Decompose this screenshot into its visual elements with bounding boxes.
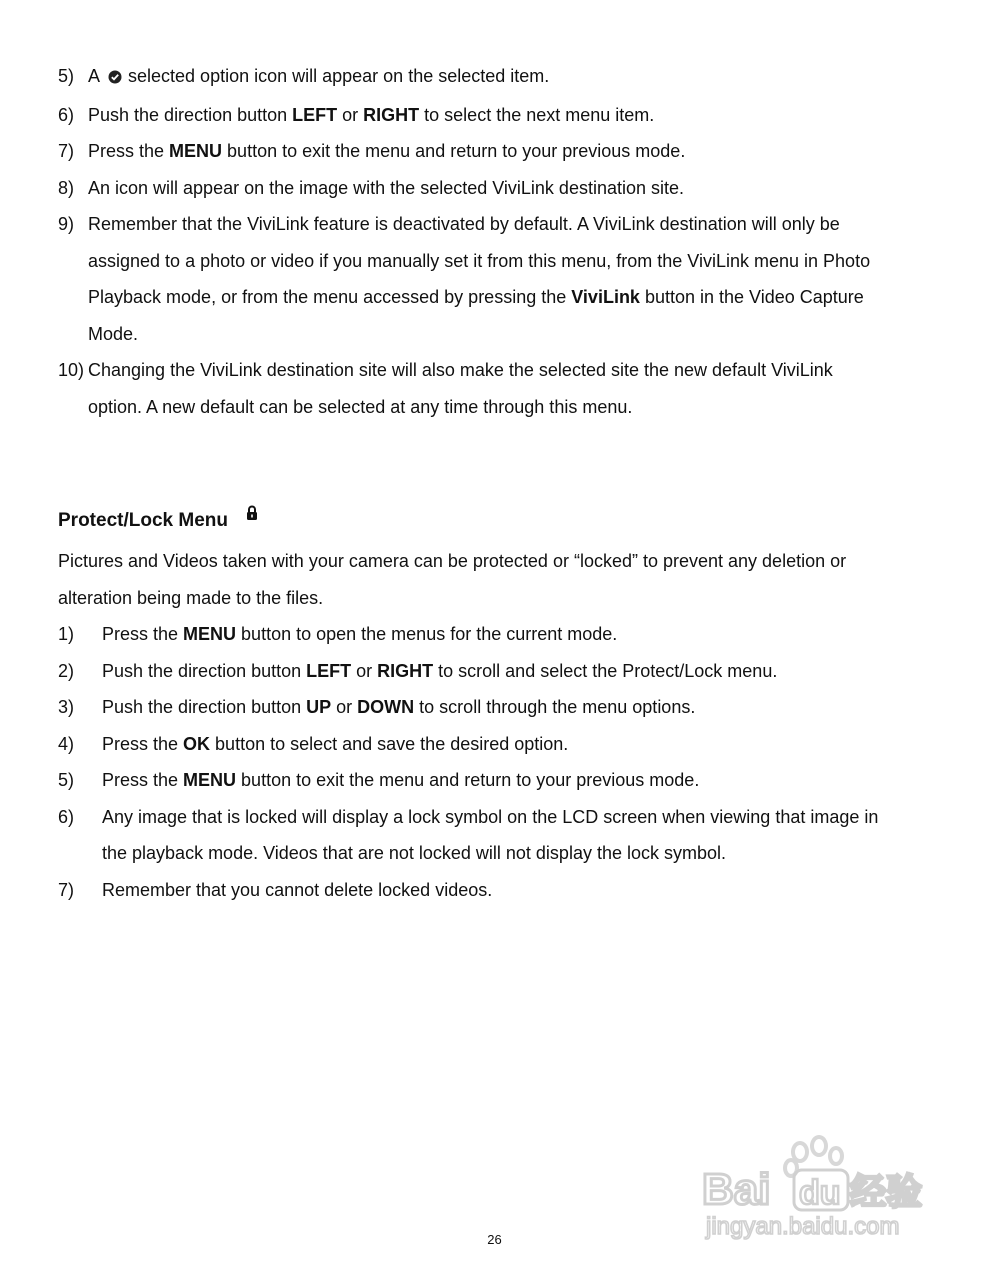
- emphasis-text: ViviLink: [571, 287, 640, 307]
- list-item-line: [88, 133, 938, 170]
- list-item-line: [102, 616, 938, 653]
- emphasis-text: DOWN: [357, 697, 415, 717]
- svg-text:经验: 经验: [850, 1171, 923, 1212]
- text-segment: or: [337, 104, 364, 125]
- text-segment: to select the next menu item.: [419, 104, 655, 125]
- list-item-number: 4): [58, 733, 75, 754]
- text-segment: Remember that you cannot delete locked videos.: [102, 879, 493, 900]
- list-item: [58, 799, 938, 872]
- list-item: [58, 653, 938, 690]
- list-item-line: [88, 58, 938, 97]
- text-segment: to scroll and select the Protect/Lock menu.: [433, 660, 778, 681]
- list-item-line: [88, 279, 938, 316]
- baidu-watermark-logo: [696, 1128, 936, 1253]
- list-item-line: [102, 835, 938, 872]
- text-segment: button in the Video Capture: [639, 287, 864, 307]
- text-segment: assigned to a photo or video if you manually set it from this menu, from the ViviLink menu in Photo: [88, 250, 871, 271]
- svg-text:Bai: Bai: [702, 1165, 771, 1214]
- text-segment: button to select and save the desired option.: [210, 733, 569, 754]
- text-segment: or: [331, 697, 358, 717]
- list-item: [58, 726, 938, 763]
- text-segment: to scroll through the menu options.: [414, 697, 696, 717]
- heading-text: Protect/Lock Menu: [58, 510, 228, 531]
- svg-text:du: du: [799, 1174, 841, 1212]
- emphasis-text: RIGHT: [363, 104, 420, 125]
- list-item-line: [88, 206, 938, 243]
- emphasis-text: UP: [306, 697, 332, 717]
- text-segment: Remember that the ViviLink feature is deactivated by default. A ViviLink destination will only be: [88, 214, 840, 234]
- list-item-line: [88, 243, 938, 280]
- text-segment: Push the direction button: [88, 104, 293, 125]
- intro-line: Pictures and Videos taken with your camera can be protected or “locked” to prevent any deletion or: [58, 551, 847, 571]
- text-segment: Press the: [88, 141, 170, 161]
- list-item-number: 5): [58, 770, 75, 790]
- text-segment: Mode.: [88, 323, 139, 344]
- page-number: 26: [487, 1232, 502, 1247]
- list-item-number: 1): [58, 624, 75, 644]
- text-segment: Changing the ViviLink destination site will also make the selected site the new default ViviLink: [88, 360, 833, 380]
- text-segment: Press the: [102, 624, 184, 644]
- intro-line: alteration being made to the files.: [58, 587, 324, 608]
- list-item: [58, 170, 938, 207]
- list-item-line: [88, 97, 938, 134]
- list-item-number: 7): [58, 879, 75, 900]
- lock-icon: [246, 500, 258, 532]
- list-item-number: 7): [58, 141, 75, 161]
- text-segment: selected option icon will appear on the selected item.: [128, 66, 550, 86]
- list-item-number: 3): [58, 697, 75, 717]
- list-item: [58, 616, 938, 653]
- text-segment: button to exit the menu and return to your previous mode.: [222, 141, 686, 161]
- section-heading: [58, 505, 258, 537]
- text-segment: option. A new default can be selected at any time through this menu.: [88, 396, 633, 417]
- list-item: [58, 689, 938, 726]
- list-item-number: 2): [58, 660, 75, 681]
- list-item: [58, 58, 938, 97]
- list-item-line: [102, 799, 938, 836]
- text-segment: button to open the menus for the current mode.: [236, 624, 618, 644]
- text-segment: Push the direction button: [102, 660, 307, 681]
- list-item: [58, 762, 938, 799]
- list-item: [58, 97, 938, 134]
- list-item: [58, 133, 938, 170]
- text-segment: Playback mode, or from the menu accessed by pressing the: [88, 287, 572, 307]
- text-segment: Push the direction button: [102, 697, 307, 717]
- emphasis-text: MENU: [169, 141, 223, 161]
- text-segment: An icon will appear on the image with the selected ViviLink destination site.: [88, 177, 685, 198]
- text-segment: Press the: [102, 733, 184, 754]
- list-item-line: [102, 872, 938, 909]
- instruction-list-protect: [58, 616, 938, 908]
- svg-text:jingyan.baidu.com: jingyan.baidu.com: [706, 1213, 900, 1240]
- list-item-line: [102, 689, 938, 726]
- text-segment: A: [88, 66, 101, 86]
- list-item: [58, 872, 938, 909]
- emphasis-text: MENU: [183, 624, 237, 644]
- list-item-line: [102, 762, 938, 799]
- list-item-line: [102, 726, 938, 763]
- emphasis-text: OK: [183, 733, 211, 754]
- text-segment: the playback mode. Videos that are not locked will not display the lock symbol.: [102, 843, 727, 863]
- emphasis-text: LEFT: [292, 104, 338, 125]
- text-segment: button to exit the menu and return to your previous mode.: [236, 770, 700, 790]
- list-item-line: [88, 389, 938, 426]
- list-item-number: 9): [58, 214, 75, 234]
- text-segment: Any image that is locked will display a lock symbol on the LCD screen when viewing that image in: [102, 806, 879, 827]
- list-item-line: [88, 170, 938, 207]
- list-item-line: [102, 653, 938, 690]
- instruction-list-vivilink: [58, 58, 938, 425]
- emphasis-text: RIGHT: [377, 660, 434, 681]
- list-item: [58, 352, 938, 425]
- list-item-number: 8): [58, 177, 75, 198]
- intro-paragraph: [58, 543, 846, 616]
- emphasis-text: LEFT: [306, 660, 352, 681]
- text-segment: Press the: [102, 770, 184, 790]
- text-segment: or: [351, 660, 378, 681]
- list-item-number: 6): [58, 806, 75, 827]
- list-item-number: 10): [58, 360, 85, 380]
- list-item-line: [88, 316, 938, 353]
- list-item-line: [88, 352, 938, 389]
- list-item-number: 5): [58, 66, 75, 86]
- list-item-number: 6): [58, 104, 75, 125]
- list-item: [58, 206, 938, 352]
- check-circle-icon: [108, 60, 122, 97]
- emphasis-text: MENU: [183, 770, 237, 790]
